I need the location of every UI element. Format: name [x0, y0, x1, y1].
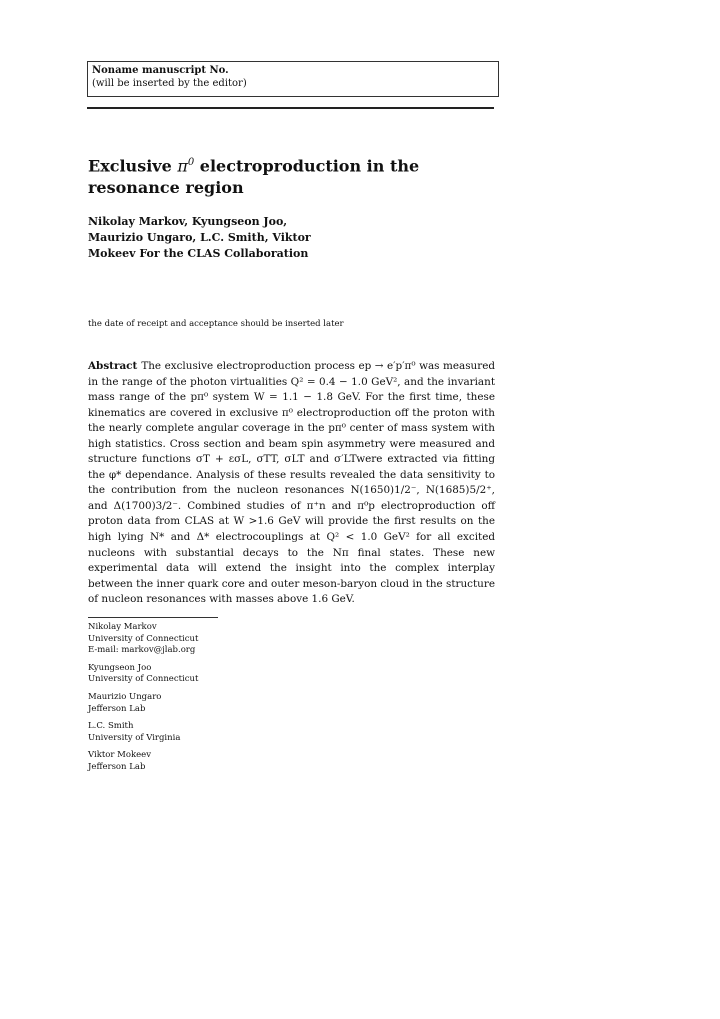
receipt-note: the date of receipt and acceptance should be inserted later — [88, 319, 344, 329]
affiliation-institution: Jefferson Lab — [88, 703, 146, 714]
author-line-1: Nikolay Markov, Kyungseon Joo, — [88, 215, 288, 228]
affiliation-name: Kyungseon Joo — [88, 662, 152, 673]
author-list — [88, 214, 498, 262]
affiliation-email: E-mail: markov@jlab.org — [88, 645, 196, 656]
affiliation-name: Viktor Mokeev — [88, 750, 151, 761]
affiliation-institution: University of Connecticut — [88, 633, 199, 644]
abstract-label: Abstract — [88, 360, 138, 372]
editor-note: (will be inserted by the editor) — [92, 78, 247, 89]
affiliation-block — [88, 663, 388, 686]
author-line-3: Mokeev For the CLAS Collaboration — [88, 247, 309, 260]
affiliation-name: L.C. Smith — [88, 721, 134, 732]
affiliation-block — [88, 750, 388, 773]
affiliation-institution: University of Virginia — [88, 732, 181, 743]
affiliation-list — [88, 622, 388, 780]
affiliation-block — [88, 622, 388, 657]
affiliation-name: Nikolay Markov — [88, 622, 157, 632]
abstract-text: The exclusive electroproduction process ep → e′p′π⁰ was measured in the range of the photon virtualities Q² = 0.4 − 1.0 GeV², and the invariant mass range of the pπ⁰ system W = 1.1 − 1.8 GeV. For the first time, these kinematics are covered in exclusive π⁰ electroproduction off the proton with the nearly complete angular coverage in the pπ⁰ center of mass system with high statistics. Cross section and beam spin asymmetry were measured and structure functions σT + εσL, σTT, σLT and σ′LTwere extracted via fitting the φ* dependance. Analysis of these results revealed the data sensitivity to the contribution from the nucleon resonances N(1650)1/2⁻, N(1685)5/2⁺, and Δ(1700)3/2⁻. Combined studies of π⁺n and π⁰p electroproduction off proton data from CLAS at W >1.6 GeV will provide the first results on the high lying N* and Δ* electrocouplings at Q² < 1.0 GeV² for all excited nucleons with substantial decays to the Nπ final states. These new experimental data will extend the insight into the complex interplay between the inner quark core and outer meson-baryon cloud in the structure of nucleon resonances with masses above 1.6 GeV. — [88, 360, 495, 606]
abstract — [88, 359, 495, 608]
title-part1: Exclusive — [88, 156, 178, 176]
affiliation-name: Maurizio Ungaro — [88, 691, 162, 702]
title-superscript: 0 — [187, 157, 195, 168]
affiliation-institution: Jefferson Lab — [88, 761, 146, 772]
affiliation-institution: University of Connecticut — [88, 674, 199, 685]
title-pi-symbol: π — [177, 156, 188, 176]
manuscript-number-label: Noname manuscript No. — [92, 65, 229, 76]
header-rule — [87, 107, 494, 109]
affiliation-rule — [88, 617, 218, 618]
author-line-2: Maurizio Ungaro, L.C. Smith, Viktor — [88, 231, 311, 244]
affiliation-block — [88, 721, 388, 744]
affiliation-block — [88, 692, 388, 715]
title-part2: electroproduction in the resonance region — [88, 156, 420, 198]
editor-info-box — [87, 61, 499, 97]
paper-title — [88, 152, 498, 199]
